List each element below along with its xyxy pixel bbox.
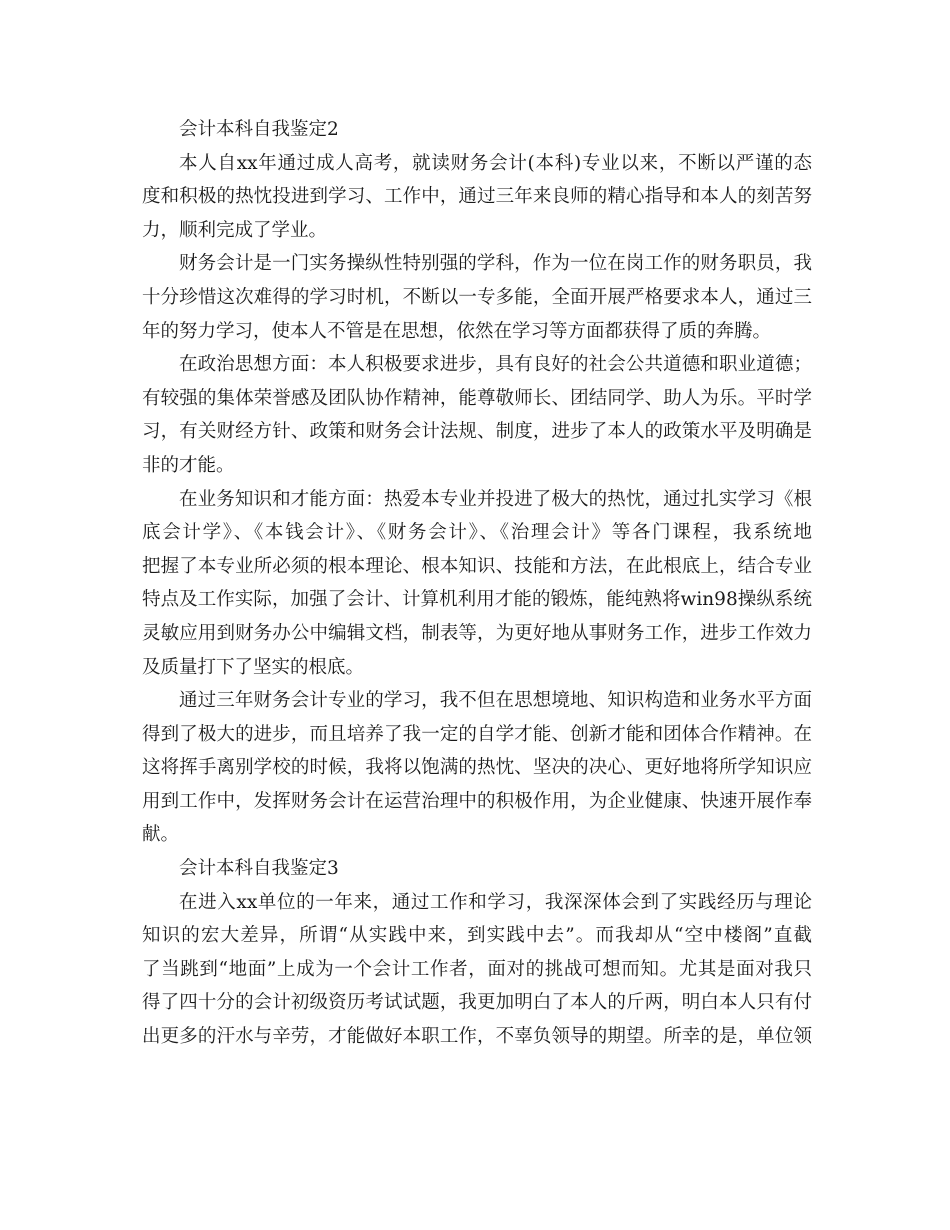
- paragraph-line: 本人自xx年通过成人高考，就读财务会计(本科)专业以来，不断以严谨的态: [179, 152, 812, 174]
- paragraph-line: 年的努力学习，使本人不管是在思想，依然在学习等方面都获得了质的奔腾。: [142, 320, 772, 342]
- section-heading: 会计本科自我鉴定3: [179, 858, 339, 880]
- paragraph-line: 献。: [142, 824, 180, 846]
- paragraph-line: 在政治思想方面：本人积极要求进步，具有良好的社会公共道德和职业道德；: [179, 354, 812, 376]
- paragraph-line: 有较强的集体荣誉感及团队协作精神，能尊敬师长、团结同学、助人为乐。平时学: [142, 387, 812, 409]
- paragraph-line: 底会计学》、《本钱会计》、《财务会计》、《治理会计》等各门课程，我系统地: [142, 522, 812, 544]
- paragraph-line: 了当跳到“地面”上成为一个会计工作者，面对的挑战可想而知。尤其是面对我只: [142, 958, 812, 980]
- paragraph-line: 把握了本专业所必须的根本理论、根本知识、技能和方法，在此根底上，结合专业: [142, 555, 812, 577]
- paragraph-line: 灵敏应用到财务办公中编辑文档，制表等，为更好地从事财务工作，进步工作效力: [142, 622, 812, 644]
- section-heading: 会计本科自我鉴定2: [179, 119, 339, 140]
- paragraph-line: 力，顺利完成了学业。: [142, 219, 328, 241]
- paragraph-line: 得了四十分的会计初级资历考试试题，我更加明白了本人的斤两，明白本人只有付: [142, 992, 812, 1014]
- paragraph-line: 习，有关财经方针、政策和财务会计法规、制度，进步了本人的政策水平及明确是: [142, 421, 812, 443]
- paragraph-line: 知识的宏大差异，所谓“从实践中来，到实践中去”。而我却从“空中楼阁”直截: [142, 925, 812, 947]
- paragraph-line: 十分珍惜这次难得的学习时机，不断以一专多能，全面开展严格要求本人，通过三: [142, 286, 812, 308]
- paragraph-line: 非的才能。: [142, 454, 235, 476]
- paragraph-line: 特点及工作实际，加强了会计、计算机利用才能的锻炼，能纯熟将win98操纵系统: [142, 589, 812, 611]
- paragraph-line: 得到了极大的进步，而且培养了我一定的自学才能、创新才能和团体合作精神。在: [142, 723, 812, 745]
- paragraph-line: 出更多的汗水与辛劳，才能做好本职工作，不辜负领导的期望。所幸的是，单位领: [142, 1026, 812, 1048]
- paragraph-line: 财务会计是一门实务操纵性特别强的学科，作为一位在岗工作的财务职员，我: [179, 253, 812, 275]
- paragraph-line: 及质量打下了坚实的根底。: [142, 656, 365, 678]
- paragraph-line: 通过三年财务会计专业的学习，我不但在思想境地、知识构造和业务水平方面: [179, 690, 812, 712]
- paragraph-line: 度和积极的热忱投进到学习、工作中，通过三年来良师的精心指导和本人的刻苦努: [142, 186, 812, 208]
- paragraph-line: 这将挥手离别学校的时候，我将以饱满的热忱、坚决的决心、更好地将所学知识应: [142, 757, 812, 779]
- paragraph-line: 用到工作中，发挥财务会计在运营治理中的积极作用，为企业健康、快速开展作奉: [142, 790, 812, 812]
- paragraph-line: 在业务知识和才能方面：热爱本专业并投进了极大的热忱，通过扎实学习《根: [179, 488, 812, 510]
- document-body: [142, 113, 812, 1054]
- paragraph-line: 在进入xx单位的一年来，通过工作和学习，我深深体会到了实践经历与理论: [179, 891, 812, 913]
